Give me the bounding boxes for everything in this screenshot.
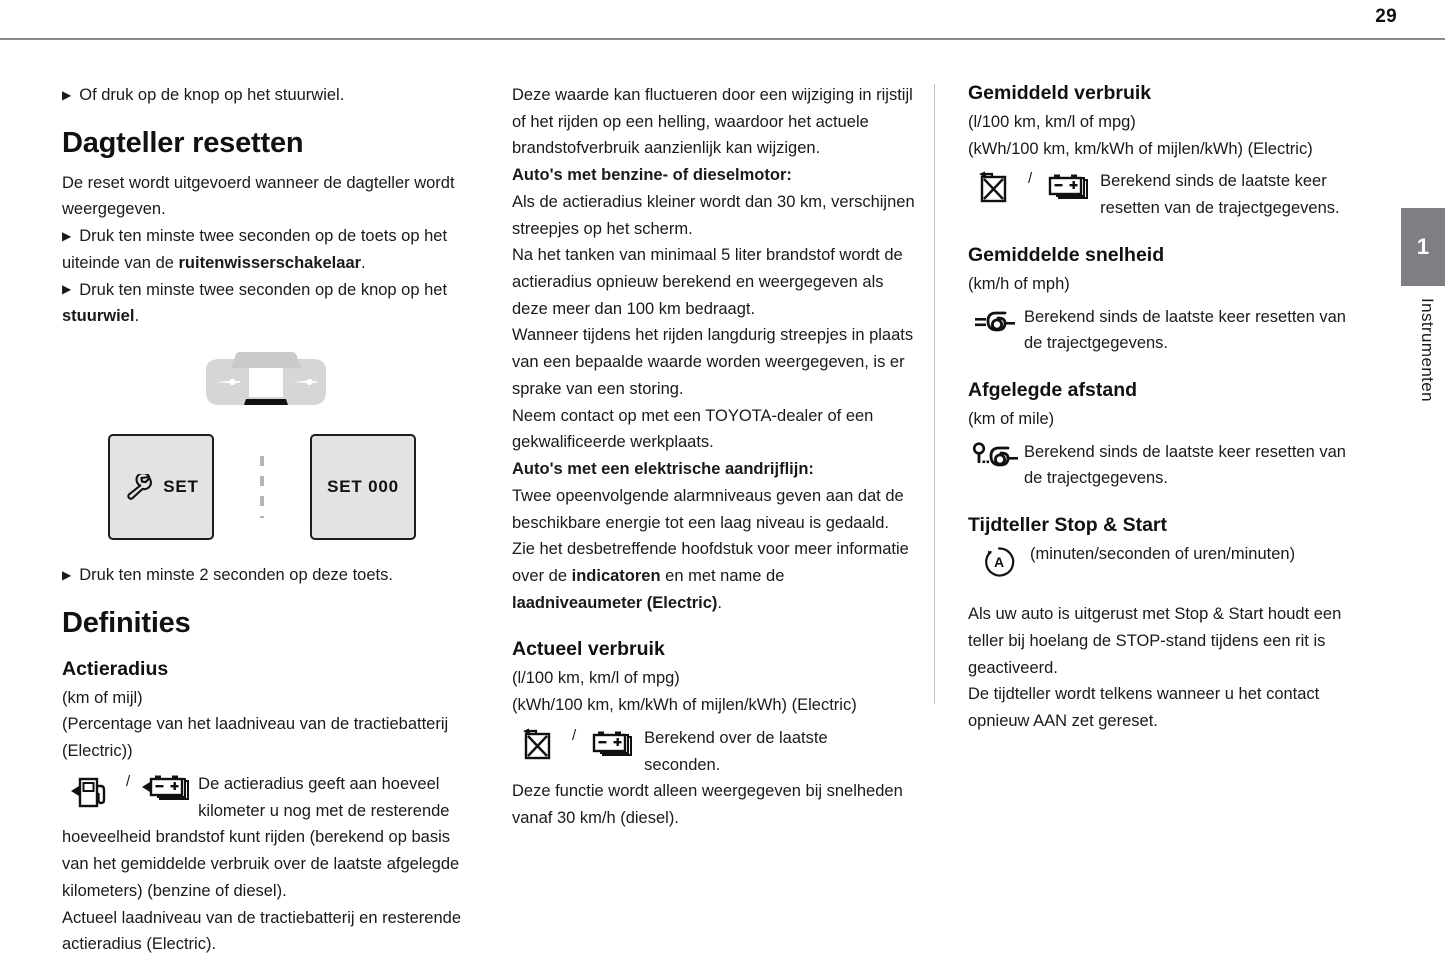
heading-definities: Definities (62, 606, 191, 639)
gv-unit-line-1: (l/100 km, km/l of mpg) (968, 113, 1136, 131)
display-panels-group (108, 434, 416, 540)
average-speed-icon-cell (968, 302, 1024, 336)
actueel-icon-row (512, 723, 918, 778)
column-left (62, 82, 502, 958)
heading-actueel-verbruik: Actueel verbruik (512, 638, 665, 661)
see-chapter-bold-2: laadniveaumeter (Electric) (512, 593, 718, 612)
battery-stack-icon-cell (584, 723, 644, 757)
gv-unit-line-2: (kWh/100 km, km/kWh of mijlen/kWh) (Electric) (968, 139, 1313, 158)
chapter-tab (1401, 208, 1445, 286)
fuel-pump-icon-cell (62, 769, 118, 809)
actieradius-unit-line-1: (km of mijl) (62, 688, 143, 707)
see-chapter-pre: Zie het desbetreffende hoofdstuk voor meer informatie over de (512, 540, 909, 585)
instrument-cluster-icon (202, 352, 330, 414)
column-middle (502, 82, 934, 958)
bullet-text-bold: ruitenwisserschakelaar (178, 253, 362, 272)
aa-unit-line: (km of mile) (968, 410, 1055, 429)
triangle-bullet-icon: ▶ (62, 567, 72, 582)
subheading-elektrische-aandrijflijn: Auto's met een elektrische aandrijflijn: (512, 460, 814, 479)
distance-travelled-icon (972, 441, 1020, 471)
fuel-pump-icon (71, 775, 109, 809)
dashed-divider-icon (260, 456, 264, 518)
page-columns (62, 82, 1365, 958)
bullet-wiper-stalk (62, 223, 478, 276)
see-chapter-mid: en met name de (660, 566, 785, 585)
battery-stack-icon-cell (138, 769, 198, 803)
figure-reset-trip-meter (62, 352, 478, 552)
afgelegde-afstand-icon-row (968, 437, 1365, 492)
paragraph-range-below-30: Als de actieradius kleiner wordt dan 30 km, verschijnen streepjes op het scherm. (512, 192, 915, 238)
icon-separator-slash: / (1028, 170, 1033, 188)
battery-stack-icon (142, 773, 194, 803)
page-header (0, 0, 1445, 40)
chapter-tab-label: Instrumenten (1418, 298, 1437, 403)
panel-label-set-000: SET 000 (327, 477, 399, 497)
column-divider-line (934, 84, 935, 704)
actueel-icon-text: Berekend over de laatste seconden. (644, 728, 828, 774)
wrench-icon (123, 474, 153, 500)
panel-separator (214, 456, 310, 518)
tt-unit-text: (minuten/seconden of uren/minuten) (1030, 545, 1296, 564)
paragraph-dagteller-intro: De reset wordt uitgevoerd wanneer de dagteller wordt weergegeven. (62, 173, 455, 219)
average-speed-icon (974, 310, 1018, 336)
battery-stack-icon (590, 729, 638, 757)
stop-start-auto-icon (982, 545, 1016, 579)
bullet-text-post: . (361, 253, 366, 272)
bullet-text-bold: stuurwiel (62, 307, 135, 326)
panel-label-set: SET (163, 477, 199, 497)
see-chapter-bold-1: indicatoren (571, 566, 661, 585)
tt-body-1: Als uw auto is uitgerust met Stop & Start houdt een teller bij hoelang de STOP-stand tijdens een rit is geactiveerd. (968, 605, 1342, 677)
actueel-body: Deze functie wordt alleen weergegeven bij snelheden vanaf 30 km/h (diesel). (512, 782, 903, 827)
icon-separator-slash: / (126, 772, 131, 790)
heading-actieradius: Actieradius (62, 657, 169, 680)
jerrycan-icon-cell (968, 166, 1020, 204)
paragraph-fluctuation: Deze waarde kan fluctueren door een wijziging in rijstijl of het rijden op een helling, waardoor het actuele brandstofverbruik aanzienlijk kan wijzigen. (512, 86, 913, 158)
bullet-steering-wheel-button (62, 82, 478, 109)
bullet-steering-wheel (62, 277, 478, 330)
bullet-text-post: . (134, 307, 140, 326)
see-chapter-post: . (717, 593, 723, 612)
paragraph-see-chapter (512, 536, 918, 616)
gs-icon-text: Berekend sinds de laatste keer resetten van de trajectgegevens. (1024, 307, 1346, 353)
icon-separator-slash: / (572, 726, 577, 744)
paragraph-contact-dealer: Neem contact op met een TOYOTA-dealer of een gekwalificeerde werkplaats. (512, 406, 874, 452)
jerrycan-icon (521, 727, 555, 761)
display-panel-set-000 (310, 434, 416, 540)
bullet-press-2-seconds (62, 562, 478, 589)
heading-gemiddeld-verbruik: Gemiddeld verbruik (968, 82, 1152, 104)
bullet-text: Of druk op de knop op het stuurwiel. (79, 86, 345, 104)
battery-stack-icon (1046, 172, 1094, 200)
svg-text:A: A (993, 554, 1005, 571)
subheading-benzine-diesel: Auto's met benzine- of dieselmotor: (512, 166, 792, 185)
chapter-tab-number: 1 (1416, 234, 1430, 259)
paragraph-dashes-malfunction: Wanneer tijdens het rijden langdurig streepjes in plaats van een bepaalde waarde worden weergegeven, is er sprake van een storing. (512, 326, 914, 398)
aa-icon-text: Berekend sinds de laatste keer resetten van de trajectgegevens. (1024, 442, 1346, 488)
column-right (934, 82, 1365, 958)
paragraph-alarm-levels: Twee opeenvolgende alarmniveaus geven aan dat de beschikbare energie tot een laag niveau is gedaald. (512, 486, 904, 532)
page-number: 29 (1375, 6, 1397, 27)
instrument-cluster-illustration (202, 352, 330, 419)
heading-afgelegde-afstand: Afgelegde afstand (968, 379, 1138, 402)
actueel-unit-line-1: (l/100 km, km/l of mpg) (512, 669, 680, 688)
actieradius-body-1: hoeveelheid brandstof kunt rijden (berekend op basis van het gemiddelde verbruik over de laatste afgelegde kilometers) (benzine of diesel). (62, 828, 460, 900)
tt-body-2: De tijdteller wordt telkens wanneer u het contact opnieuw AAN zet gereset. (968, 685, 1320, 731)
triangle-bullet-icon: ▶ (62, 228, 72, 243)
paragraph-refuel-5-liter: Na het tanken van minimaal 5 liter brandstof wordt de actieradius opnieuw berekend en weergegeven als deze meer dan 100 km bedraagt. (512, 246, 903, 318)
jerrycan-icon (977, 170, 1011, 204)
display-panel-set-wrench (108, 434, 214, 540)
triangle-bullet-icon: ▶ (62, 282, 72, 297)
gemiddelde-snelheid-icon-row (968, 302, 1365, 357)
heading-gemiddelde-snelheid: Gemiddelde snelheid (968, 243, 1165, 266)
stop-start-icon-cell (968, 541, 1030, 579)
bullet-text-pre: Druk ten minste twee seconden op de knop op het (79, 280, 448, 299)
distance-travelled-icon-cell (968, 437, 1024, 471)
tijdteller-icon-row (968, 541, 1365, 579)
jerrycan-icon-cell (512, 723, 564, 761)
actueel-unit-line-2: (kWh/100 km, km/kWh of mijlen/kWh) (Electric) (512, 696, 857, 715)
bullet-text: Druk ten minste 2 seconden op deze toets. (79, 566, 393, 585)
gemiddeld-verbruik-icon-row (968, 166, 1365, 221)
actieradius-body-2: Actueel laadniveau van de tractiebatterij en resterende actieradius (Electric). (62, 908, 462, 954)
heading-dagteller-resetten: Dagteller resetten (62, 126, 304, 159)
gs-unit-line: (km/h of mph) (968, 274, 1070, 293)
actieradius-unit-line-2: (Percentage van het laadniveau van de tractiebatterij (Electric)) (62, 715, 449, 761)
battery-stack-icon-cell (1040, 166, 1100, 200)
header-divider-rule (0, 38, 1445, 40)
actieradius-icon-text: De actieradius geeft aan hoeveel kilometer u nog met de resterende (198, 774, 450, 820)
triangle-bullet-icon: ▶ (62, 87, 72, 102)
actieradius-icon-row (62, 769, 478, 824)
gv-icon-text: Berekend sinds de laatste keer resetten van de trajectgegevens. (1100, 172, 1340, 218)
bullet-text-pre: Druk ten minste twee seconden op de toets op het uiteinde van de (62, 227, 448, 272)
heading-tijdteller-stop-start: Tijdteller Stop & Start (968, 514, 1167, 537)
